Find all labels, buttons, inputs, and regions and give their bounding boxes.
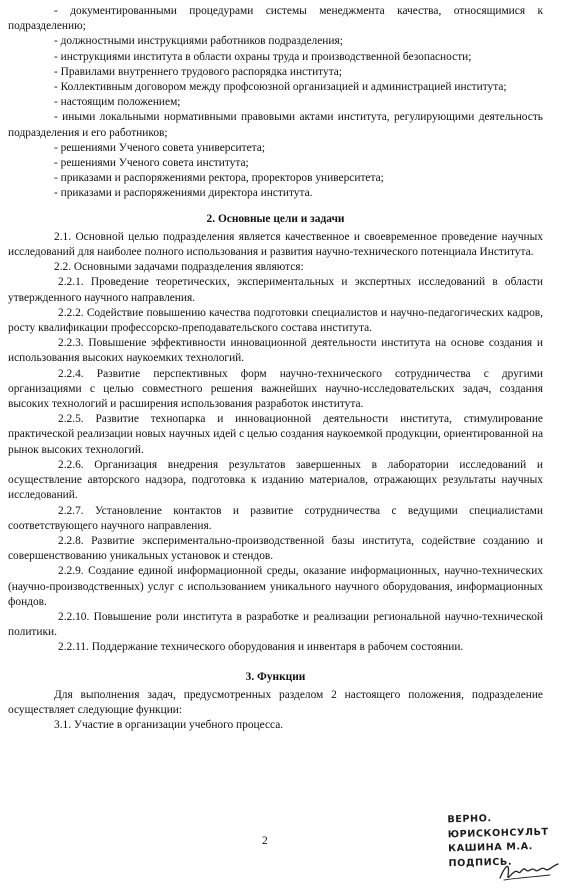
paragraph: 2.2.4. Развитие перспективных форм научно-технического сотрудничества с другими организациями с целью совместного решения важнейших научно-исследовательских задач, создания высоких технологий и расширения использования разработок института. xyxy=(8,367,543,411)
paragraph: 2.2.2. Содействие повышению качества подготовки специалистов и научно-педагогических кадров, росту квалификации профессорско-преподавательского состава института. xyxy=(8,306,543,335)
document-body xyxy=(8,4,543,733)
stamp-line: КАШИНА М.А. xyxy=(448,841,534,855)
paragraph: 2.2.7. Установление контактов и развитие сотрудничества с ведущими специалистами соответствующего научного направления. xyxy=(8,504,543,532)
list-item: - иными локальными нормативными правовыми актами института, регулирующими деятельность подразделения и его работников; xyxy=(8,111,543,139)
section-heading: 3. Функции xyxy=(245,670,306,683)
paragraph: 2.2.8. Развитие экспериментально-производственной базы института, содействие созданию и совершенствованию уникальных установок и стендов. xyxy=(8,534,543,563)
list-item: - решениями Ученого совета университета; xyxy=(54,141,265,154)
paragraph: 2.2.6. Организация внедрения результатов завершенных в лаборатории исследований и осуществление авторского надзора, подготовка к изданию материалов, отражающих результаты научных исследований. xyxy=(8,458,543,502)
stamp-line: ПОДПИСЬ. xyxy=(448,856,513,869)
list-item: - приказами и распоряжениями директора института. xyxy=(54,187,313,200)
paragraph: 2.2.5. Развитие технопарка и инновационной деятельности института, стимулирование практической реализации новых научных идей с целью создания наукоемкой продукции, ориентированной на рынок высоких технологий. xyxy=(8,413,543,456)
list-item: - документированными процедурами системы менеджмента качества, относящимися к подразделению; xyxy=(8,5,543,33)
list-item: - решениями Ученого совета института; xyxy=(54,157,249,170)
paragraph: 2.2. Основными задачами подразделения являются: xyxy=(54,261,304,274)
stamp-line: ЮРИСКОНСУЛЬТ xyxy=(447,826,549,840)
section-heading: 2. Основные цели и задачи xyxy=(206,212,345,225)
list-item: - должностными инструкциями работников подразделения; xyxy=(54,35,343,48)
list-item: - приказами и распоряжениями ректора, проректоров университета; xyxy=(54,172,384,185)
paragraph: 3.1. Участие в организации учебного процесса. xyxy=(54,719,284,732)
paragraph: 2.2.1. Проведение теоретических, экспериментальных и экспертных исследований в области утвержденного научного направления. xyxy=(8,276,543,304)
list-item: - Коллективным договором между профсоюзной организацией и администрацией института; xyxy=(54,81,507,94)
paragraph: 2.2.11. Поддержание технического оборудования и инвентаря в рабочем состоянии. xyxy=(58,641,464,654)
list-item: - инструкциями института в области охраны труда и производственной безопасности; xyxy=(54,50,472,63)
paragraph: 2.1. Основной целью подразделения является качественное и своевременное проведение научных исследований для наиболее полного использования и развития научно-технического потенциала Института. xyxy=(8,230,543,259)
handwritten-signature xyxy=(498,858,562,884)
paragraph: Для выполнения задач, предусмотренных разделом 2 настоящего положения, подразделение осуществляет следующие функции: xyxy=(8,688,543,716)
paragraph: 2.2.3. Повышение эффективности инновационной деятельности института на основе создания и использования высоких наукоемких технологий. xyxy=(8,337,543,365)
paragraph: 2.2.10. Повышение роли института в разработке и реализации региональной научно-технической политики. xyxy=(8,610,543,639)
paragraph: 2.2.9. Создание единой информационной среды, оказание информационных, научно-технических (научно-производственных) услуг с использованием уникального научного оборудования, информационных фондов. xyxy=(8,565,543,608)
page-number: 2 xyxy=(262,835,268,847)
stamp-line: ВЕРНО. xyxy=(447,813,492,826)
list-item: - настоящим положением; xyxy=(54,96,181,109)
list-item: - Правилами внутреннего трудового распорядка института; xyxy=(54,65,343,78)
